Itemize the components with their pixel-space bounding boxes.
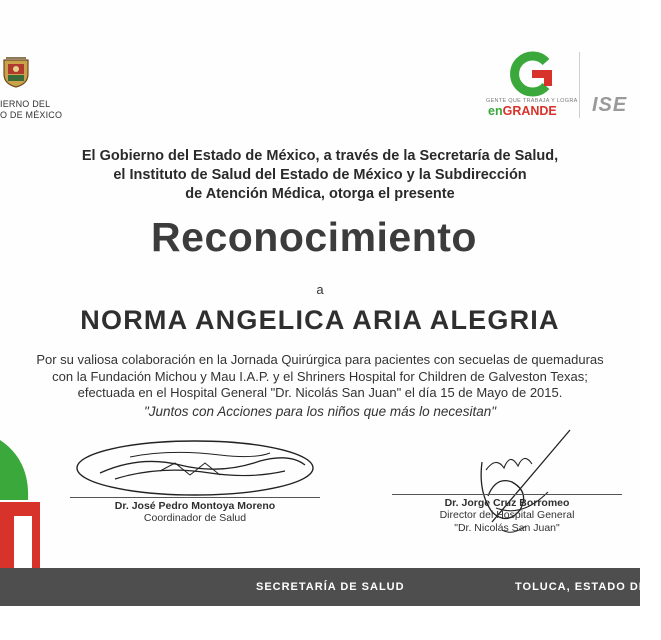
preposition: a [316,282,324,297]
footer-bar [0,568,661,606]
government-name-line1: IERNO DEL [0,99,51,109]
government-name-line2: O DE MÉXICO [0,110,63,120]
isem-logo: ISE [592,94,628,116]
description-line1: Por su valiosa colaboración en la Jornada Quirúrgica para pacientes con secuelas de quemaduras [36,352,604,367]
government-logo [0,52,80,124]
footer-location: TOLUCA, ESTADO DE M [515,581,661,593]
signature-2-line [392,494,622,495]
signature-1-scribble [70,435,320,505]
logo-divider [579,52,580,118]
decorative-corner-shape [0,440,44,570]
signature-2-name: Dr. Jorge Cruz Borromeo [444,497,570,509]
signature-2-role-line2: "Dr. Nicolás San Juan" [454,522,560,534]
wordmark-en: en [488,104,503,118]
description-paragraph [0,352,640,402]
motto: "Juntos con Acciones para los niños que más lo necesitan" [143,404,497,419]
footer-secretaria: SECRETARÍA DE SALUD [256,581,405,593]
wordmark-grande: GRANDE [502,104,557,118]
engrande-wordmark [488,104,557,118]
signature-2-role-line1: Director del Hospital General [439,509,575,521]
logo-tagline: GENTE QUE TRABAJA Y LOGRA [486,98,578,104]
signature-1-block [70,500,320,525]
bottom-margin [0,606,640,640]
intro-line3: de Atención Médica, otorga el presente [185,186,455,202]
intro-line2: el Instituto de Salud del Estado de México y la Subdirección [113,167,527,183]
signature-1-name: Dr. José Pedro Montoya Moreno [114,500,276,512]
description-line3: efectuada en el Hospital General "Dr. Nicolás San Juan" el día 15 de Mayo de 2015. [77,385,563,400]
intro-line1: El Gobierno del Estado de México, a través de la Secretaría de Salud, [81,148,559,164]
g-logo-icon [506,52,554,96]
recipient-name: NORMA ANGELICA ARIA ALEGRIA [80,305,560,335]
signature-1-role: Coordinador de Salud [143,512,247,524]
state-seal-icon [2,56,30,88]
description-line2: con la Fundación Michou y Mau I.A.P. y el Shriners Hospital for Children de Galveston Texas; [52,368,588,384]
engrande-logo [486,50,640,122]
signature-2-block [392,497,622,535]
certificate-title: Reconocimiento [151,214,477,260]
signature-1-line [70,497,320,498]
intro-paragraph [0,147,640,204]
